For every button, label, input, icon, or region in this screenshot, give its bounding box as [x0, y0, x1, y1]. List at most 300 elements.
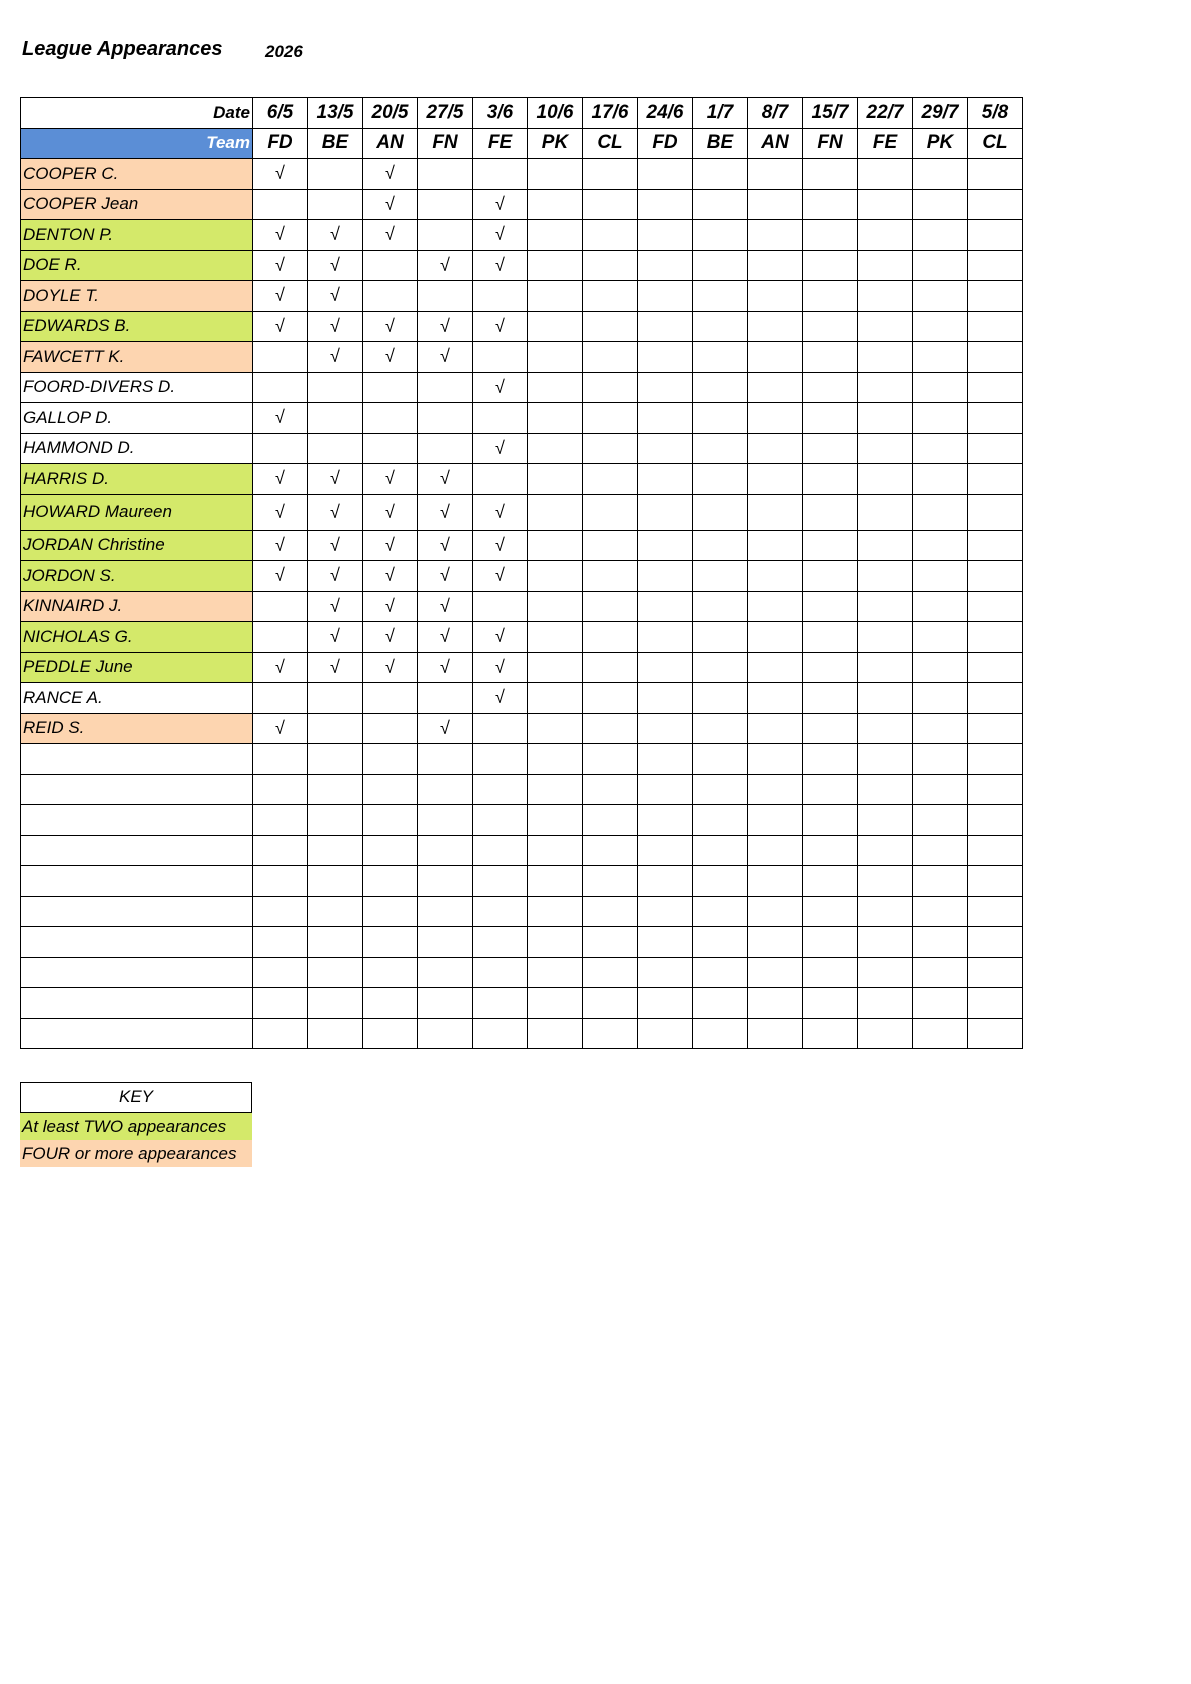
empty-cell [418, 957, 473, 988]
appearance-cell [253, 311, 308, 342]
appearance-cell [253, 494, 308, 530]
appearance-cell [418, 530, 473, 561]
tick-icon: √ [385, 163, 395, 184]
appearance-cell [418, 561, 473, 592]
team-header-cell: AN [748, 128, 803, 159]
appearance-cell [308, 494, 363, 530]
tick-icon: √ [385, 224, 395, 245]
appearance-cell [693, 189, 748, 220]
appearance-cell [473, 464, 528, 495]
tick-icon: √ [330, 534, 340, 555]
appearance-cell [473, 622, 528, 653]
appearance-cell [748, 561, 803, 592]
empty-cell [418, 805, 473, 836]
empty-name-cell [21, 744, 253, 775]
empty-cell [418, 988, 473, 1019]
appearance-cell [693, 433, 748, 464]
tick-icon: √ [330, 626, 340, 647]
appearance-cell [803, 281, 858, 312]
appearance-cell [693, 281, 748, 312]
player-name: HOWARD Maureen [21, 494, 253, 530]
date-header-cell: 13/5 [308, 98, 363, 129]
tick-icon: √ [440, 717, 450, 738]
appearance-cell [308, 622, 363, 653]
appearance-cell [473, 189, 528, 220]
appearance-cell [803, 250, 858, 281]
appearance-cell [803, 622, 858, 653]
empty-cell [363, 957, 418, 988]
tick-icon: √ [495, 193, 505, 214]
appearance-cell [253, 652, 308, 683]
appearance-cell [913, 372, 968, 403]
appearance-cell [308, 464, 363, 495]
tick-icon: √ [275, 407, 285, 428]
empty-cell [693, 805, 748, 836]
empty-name-cell [21, 896, 253, 927]
appearance-cell [418, 683, 473, 714]
empty-row [21, 957, 1023, 988]
appearance-cell [803, 561, 858, 592]
empty-cell [748, 927, 803, 958]
tick-icon: √ [495, 656, 505, 677]
empty-cell [473, 988, 528, 1019]
empty-cell [858, 744, 913, 775]
appearance-cell [913, 403, 968, 434]
appearance-cell [583, 311, 638, 342]
empty-row [21, 1018, 1023, 1049]
date-header-cell: 27/5 [418, 98, 473, 129]
appearance-cell [913, 159, 968, 190]
empty-cell [803, 927, 858, 958]
tick-icon: √ [440, 595, 450, 616]
empty-cell [693, 988, 748, 1019]
team-header-row [21, 128, 1023, 159]
empty-cell [473, 774, 528, 805]
appearance-cell [363, 189, 418, 220]
tick-icon: √ [330, 315, 340, 336]
appearance-cell [748, 220, 803, 251]
empty-cell [583, 805, 638, 836]
appearance-cell [748, 622, 803, 653]
empty-cell [473, 957, 528, 988]
appearance-cell [913, 494, 968, 530]
appearance-cell [253, 433, 308, 464]
date-header-cell: 6/5 [253, 98, 308, 129]
appearance-cell [638, 189, 693, 220]
appearance-cell [418, 372, 473, 403]
appearance-cell [583, 622, 638, 653]
appearance-cell [693, 530, 748, 561]
empty-cell [638, 988, 693, 1019]
appearance-cell [968, 591, 1023, 622]
empty-cell [748, 774, 803, 805]
empty-cell [803, 835, 858, 866]
appearance-cell [363, 683, 418, 714]
tick-icon: √ [495, 626, 505, 647]
appearance-cell [583, 561, 638, 592]
tick-icon: √ [385, 595, 395, 616]
empty-cell [473, 1018, 528, 1049]
appearance-cell [583, 683, 638, 714]
appearance-cell [748, 683, 803, 714]
appearance-cell [308, 591, 363, 622]
tick-icon: √ [385, 468, 395, 489]
empty-cell [363, 866, 418, 897]
tick-icon: √ [495, 687, 505, 708]
appearance-cell [858, 652, 913, 683]
appearance-cell [528, 372, 583, 403]
tick-icon: √ [385, 565, 395, 586]
tick-icon: √ [275, 315, 285, 336]
appearance-cell [528, 713, 583, 744]
season-year: 2026 [265, 42, 303, 61]
appearance-cell [748, 713, 803, 744]
tick-icon: √ [440, 254, 450, 275]
appearance-cell [693, 159, 748, 190]
appearance-cell [253, 403, 308, 434]
appearance-cell [968, 652, 1023, 683]
empty-name-cell [21, 774, 253, 805]
date-header-cell: 15/7 [803, 98, 858, 129]
appearance-cell [858, 561, 913, 592]
appearance-cell [638, 622, 693, 653]
appearance-cell [968, 530, 1023, 561]
empty-cell [308, 927, 363, 958]
appearance-cell [748, 189, 803, 220]
empty-cell [858, 988, 913, 1019]
empty-row [21, 866, 1023, 897]
empty-cell [913, 805, 968, 836]
tick-icon: √ [330, 224, 340, 245]
player-name: DENTON P. [21, 220, 253, 251]
tick-icon: √ [330, 468, 340, 489]
appearance-cell [858, 713, 913, 744]
appearance-cell [913, 683, 968, 714]
appearance-cell [418, 281, 473, 312]
appearance-cell [528, 494, 583, 530]
appearance-cell [968, 494, 1023, 530]
appearance-cell [583, 494, 638, 530]
appearance-cell [473, 311, 528, 342]
appearance-cell [583, 220, 638, 251]
appearance-cell [968, 189, 1023, 220]
empty-cell [913, 866, 968, 897]
appearance-cell [528, 683, 583, 714]
empty-cell [638, 744, 693, 775]
appearance-cell [638, 433, 693, 464]
empty-name-cell [21, 835, 253, 866]
empty-cell [528, 957, 583, 988]
appearance-cell [803, 311, 858, 342]
empty-cell [528, 988, 583, 1019]
player-name: JORDAN Christine [21, 530, 253, 561]
empty-name-cell [21, 927, 253, 958]
appearance-cell [363, 561, 418, 592]
empty-cell [253, 896, 308, 927]
appearance-cell [253, 591, 308, 622]
appearance-cell [748, 530, 803, 561]
appearance-cell [418, 189, 473, 220]
empty-cell [913, 1018, 968, 1049]
tick-icon: √ [330, 595, 340, 616]
tick-icon: √ [385, 501, 395, 522]
empty-cell [528, 835, 583, 866]
player-row [21, 530, 1023, 561]
appearance-cell [528, 591, 583, 622]
tick-icon: √ [275, 565, 285, 586]
appearance-cell [693, 372, 748, 403]
date-label: Date [21, 98, 253, 129]
tick-icon: √ [440, 346, 450, 367]
appearance-cell [528, 281, 583, 312]
empty-cell [583, 896, 638, 927]
appearance-cell [858, 403, 913, 434]
date-header-cell: 22/7 [858, 98, 913, 129]
appearance-cell [418, 311, 473, 342]
key-title: KEY [20, 1082, 252, 1113]
appearance-cell [308, 713, 363, 744]
appearance-cell [638, 372, 693, 403]
empty-cell [253, 1018, 308, 1049]
appearance-cell [528, 342, 583, 373]
appearance-cell [858, 494, 913, 530]
appearance-cell [528, 530, 583, 561]
player-name: COOPER C. [21, 159, 253, 190]
empty-cell [858, 1018, 913, 1049]
player-row [21, 311, 1023, 342]
empty-cell [583, 835, 638, 866]
empty-cell [803, 896, 858, 927]
appearance-cell [638, 494, 693, 530]
appearance-cell [968, 250, 1023, 281]
appearance-cell [473, 713, 528, 744]
appearance-cell [363, 159, 418, 190]
empty-cell [748, 957, 803, 988]
appearance-cell [253, 530, 308, 561]
empty-cell [968, 835, 1023, 866]
empty-cell [913, 744, 968, 775]
empty-row [21, 774, 1023, 805]
empty-cell [968, 744, 1023, 775]
appearance-cell [803, 189, 858, 220]
appearance-cell [528, 159, 583, 190]
empty-cell [858, 805, 913, 836]
appearance-cell [418, 342, 473, 373]
appearance-cell [748, 250, 803, 281]
appearance-cell [363, 652, 418, 683]
appearance-cell [748, 591, 803, 622]
empty-cell [583, 988, 638, 1019]
empty-cell [473, 927, 528, 958]
appearance-cell [583, 433, 638, 464]
appearance-cell [638, 250, 693, 281]
empty-cell [913, 927, 968, 958]
empty-cell [803, 866, 858, 897]
appearance-cell [858, 189, 913, 220]
empty-cell [968, 957, 1023, 988]
empty-cell [363, 1018, 418, 1049]
player-row [21, 494, 1023, 530]
date-header-row [21, 98, 1023, 129]
appearance-cell [693, 652, 748, 683]
appearance-cell [418, 403, 473, 434]
appearance-cell [638, 561, 693, 592]
appearance-cell [308, 159, 363, 190]
empty-cell [913, 835, 968, 866]
tick-icon: √ [275, 717, 285, 738]
appearance-cell [473, 342, 528, 373]
appearance-cell [363, 403, 418, 434]
appearance-cell [583, 281, 638, 312]
empty-cell [858, 835, 913, 866]
team-header-cell: FE [473, 128, 528, 159]
appearance-cell [748, 464, 803, 495]
player-row [21, 250, 1023, 281]
empty-cell [968, 896, 1023, 927]
appearance-cell [913, 342, 968, 373]
appearance-cell [418, 494, 473, 530]
empty-cell [913, 896, 968, 927]
appearance-cell [583, 159, 638, 190]
empty-cell [583, 957, 638, 988]
tick-icon: √ [275, 163, 285, 184]
empty-cell [418, 1018, 473, 1049]
player-row [21, 159, 1023, 190]
empty-cell [858, 927, 913, 958]
appearance-cell [748, 433, 803, 464]
appearance-cell [693, 220, 748, 251]
empty-cell [803, 1018, 858, 1049]
appearance-cell [473, 530, 528, 561]
appearance-cell [748, 403, 803, 434]
appearance-cell [528, 189, 583, 220]
empty-cell [693, 866, 748, 897]
appearance-cell [803, 530, 858, 561]
appearance-cell [308, 530, 363, 561]
empty-cell [528, 805, 583, 836]
appearance-cell [968, 713, 1023, 744]
player-name: FAWCETT K. [21, 342, 253, 373]
appearance-cell [418, 713, 473, 744]
appearance-cell [693, 342, 748, 373]
date-header-cell: 24/6 [638, 98, 693, 129]
appearance-cell [638, 311, 693, 342]
appearance-cell [363, 220, 418, 251]
appearance-cell [418, 622, 473, 653]
appearance-cell [528, 652, 583, 683]
empty-cell [913, 957, 968, 988]
empty-cell [858, 866, 913, 897]
player-name: GALLOP D. [21, 403, 253, 434]
player-row [21, 342, 1023, 373]
empty-cell [363, 988, 418, 1019]
empty-name-cell [21, 1018, 253, 1049]
empty-cell [748, 988, 803, 1019]
player-name: HAMMOND D. [21, 433, 253, 464]
tick-icon: √ [440, 315, 450, 336]
appearance-cell [473, 250, 528, 281]
appearance-cell [913, 652, 968, 683]
tick-icon: √ [385, 315, 395, 336]
appearance-cell [913, 433, 968, 464]
date-header-cell: 3/6 [473, 98, 528, 129]
empty-cell [308, 866, 363, 897]
appearance-cell [693, 561, 748, 592]
appearance-cell [473, 494, 528, 530]
appearance-cell [968, 433, 1023, 464]
appearances-table-body [21, 98, 1023, 1049]
empty-cell [968, 927, 1023, 958]
tick-icon: √ [495, 315, 505, 336]
tick-icon: √ [495, 565, 505, 586]
empty-cell [473, 805, 528, 836]
empty-cell [308, 988, 363, 1019]
appearance-cell [968, 683, 1023, 714]
date-header-cell: 10/6 [528, 98, 583, 129]
appearance-cell [858, 530, 913, 561]
appearance-cell [693, 250, 748, 281]
empty-cell [308, 805, 363, 836]
appearance-cell [858, 591, 913, 622]
appearance-cell [968, 342, 1023, 373]
empty-cell [693, 744, 748, 775]
team-header-cell: FD [253, 128, 308, 159]
empty-cell [748, 896, 803, 927]
empty-cell [638, 835, 693, 866]
appearance-cell [253, 220, 308, 251]
appearance-cell [748, 159, 803, 190]
appearance-cell [803, 652, 858, 683]
empty-name-cell [21, 805, 253, 836]
empty-cell [308, 744, 363, 775]
empty-cell [528, 774, 583, 805]
empty-cell [308, 957, 363, 988]
tick-icon: √ [385, 534, 395, 555]
appearance-cell [418, 220, 473, 251]
appearance-cell [363, 250, 418, 281]
appearance-cell [693, 494, 748, 530]
appearance-cell [583, 250, 638, 281]
appearance-cell [638, 403, 693, 434]
tick-icon: √ [385, 626, 395, 647]
tick-icon: √ [385, 656, 395, 677]
tick-icon: √ [495, 376, 505, 397]
empty-cell [253, 957, 308, 988]
tick-icon: √ [330, 285, 340, 306]
appearance-cell [748, 652, 803, 683]
empty-cell [363, 774, 418, 805]
tick-icon: √ [275, 656, 285, 677]
empty-row [21, 988, 1023, 1019]
player-row [21, 713, 1023, 744]
team-header-cell: FN [803, 128, 858, 159]
empty-cell [583, 774, 638, 805]
player-name: DOE R. [21, 250, 253, 281]
appearance-cell [308, 220, 363, 251]
empty-cell [528, 927, 583, 958]
appearance-cell [473, 591, 528, 622]
appearance-cell [528, 464, 583, 495]
empty-cell [803, 957, 858, 988]
player-name: RANCE A. [21, 683, 253, 714]
empty-cell [308, 835, 363, 866]
empty-cell [583, 927, 638, 958]
empty-cell [913, 988, 968, 1019]
date-header-cell: 8/7 [748, 98, 803, 129]
player-row [21, 622, 1023, 653]
tick-icon: √ [330, 565, 340, 586]
appearance-cell [528, 311, 583, 342]
